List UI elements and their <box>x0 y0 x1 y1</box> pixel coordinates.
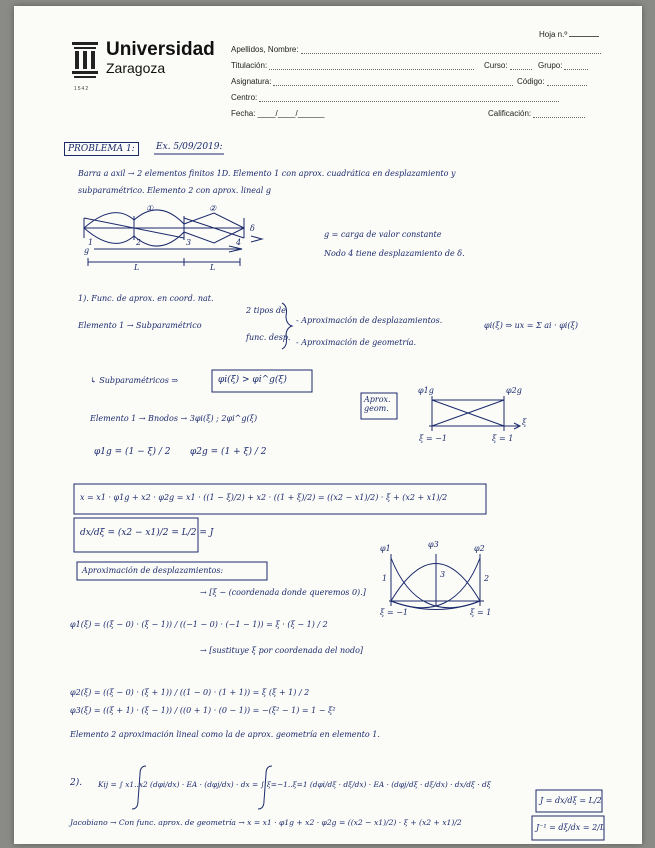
jacobian-box: J = dx/dξ = L/2 <box>540 796 602 805</box>
jacobian-definition: dx/dξ = (x2 − x1)/2 = L/2 = J <box>80 528 214 538</box>
jacobian-line: Jacobiano → Con func. aprox. de geometría → x = x1 · φ1g + x2 · φ2g = ((x2 − x1)/2) · ξ + (x2 + x1)/2 <box>70 818 462 827</box>
university-city: Zaragoza <box>106 60 166 76</box>
geometry-box-label: Aprox. geom. <box>364 395 391 413</box>
quad-xi-one: ξ = 1 <box>470 608 492 617</box>
sheet-number-label: Hoja n.º <box>539 30 568 39</box>
grade-label: Calificación: <box>488 109 532 118</box>
quad-xi-minus-one: ξ = −1 <box>380 608 408 617</box>
surname-label: Apellidos, Nombre: <box>231 45 299 54</box>
two-types-a: 2 tipos de <box>246 306 286 315</box>
university-name: Universidad <box>106 39 215 60</box>
section-1-title: 1). Func. de aprox. en coord. nat. <box>78 294 214 303</box>
subject-label: Asignatura: <box>231 77 272 86</box>
diagram-length-2: L <box>210 263 216 272</box>
problem-title: PROBLEMA 1: <box>64 142 139 156</box>
geom-xi-minus-one: ξ = −1 <box>419 434 447 443</box>
exam-sheet <box>14 6 642 844</box>
diagram-node-2: 2 <box>136 238 142 247</box>
phi2-geom: φ2g = (1 + ξ) / 2 <box>190 447 267 457</box>
element-2-line: Elemento 2 aproximación lineal como la de aprox. geometría en elemento 1. <box>70 730 380 739</box>
diagram-node-1: 1 <box>88 238 94 247</box>
inverse-jacobian-box: J⁻¹ = dξ/dx = 2/L <box>536 823 606 832</box>
diagram-element-1: ① <box>146 204 154 213</box>
statement-line-1: Barra a axil → 2 elementos finitos 1D. Elemento 1 con aprox. cuadrática en desplazamiento y <box>78 169 456 178</box>
two-types-b: func. desp. <box>246 333 291 342</box>
x-mapping: x = x1 · φ1g + x2 · φ2g = x1 · ((1 − ξ)/2) + x2 · ((1 + ξ)/2) = ((x2 − x1)/2) · ξ + (x2 + x1)/2 <box>80 493 448 502</box>
geom-phi1-label: φ1g <box>418 386 434 395</box>
geom-phi2-label: φ2g <box>506 386 522 395</box>
diagram-delta: δ <box>250 224 255 233</box>
quadratic-basis-plot <box>389 554 484 610</box>
quad-phi2-label: φ2 <box>474 544 485 553</box>
handwritten-diagrams <box>14 6 642 844</box>
exam-date: Ex. 5/09/2019: <box>156 142 223 152</box>
code-label: Código: <box>517 77 545 86</box>
geom-xi-axis: ξ <box>522 418 527 427</box>
center-label: Centro: <box>231 93 258 102</box>
date-label: Fecha: ____/____/______ <box>231 109 325 118</box>
interpolation-formula: φi(ξ) ⇒ ux = Σ ai · φi(ξ) <box>484 321 579 330</box>
quad-phi1-label: φ1 <box>380 544 391 553</box>
quad-one-right: 2 <box>484 574 490 583</box>
group-label: Grupo: <box>538 61 563 70</box>
quad-phi3-label: φ3 <box>428 540 439 549</box>
disp-note-2: → [sustituye ξ por coordenada del nodo] <box>200 646 364 655</box>
node-note: Nodo 4 tiene desplazamiento de δ. <box>324 249 465 258</box>
element-1-label: Elemento 1 → Subparamétrico <box>78 321 202 330</box>
approx-geom-note: - Aproximación de geometría. <box>296 338 417 347</box>
approx-disp-note: - Aproximación de desplazamientos. <box>296 316 443 325</box>
logo-year: 1542 <box>74 86 90 92</box>
geom-xi-one: ξ = 1 <box>492 434 514 443</box>
phi3-equation: φ3(ξ) = ((ξ + 1) · (ξ − 1)) / ((0 + 1) · (0 − 1)) = −(ξ² − 1) = 1 − ξ² <box>70 706 336 715</box>
degree-label: Titulación: <box>231 61 268 70</box>
stiffness-integral: Kij = ∫ x1..x2 (dφi/dx) · EA · (dφj/dx) · dx = ∫ ξ=−1..ξ=1 (dφi/dξ · dξ/dx) · EA · (dφj/dξ · dξ/dx) · dx/dξ · dξ <box>98 780 491 789</box>
phi1-geom: φ1g = (1 − ξ) / 2 <box>94 447 171 457</box>
diagram-node-3: 3 <box>186 238 192 247</box>
element-1-basis: Elemento 1 → Bnodos → 3φi(ξ) ; 2φi^g(ξ) <box>90 414 258 423</box>
subparametric-label: ↳ Subparamétricos ⇒ <box>90 376 179 385</box>
diagram-node-4: 4 <box>236 238 242 247</box>
load-note: g = carga de valor constante <box>324 230 442 239</box>
statement-line-2: subparamétrico. Elemento 2 con aprox. lineal g <box>78 186 271 195</box>
disp-approx-title: Aproximación de desplazamientos: <box>82 566 224 575</box>
phi1-equation: φ1(ξ) = ((ξ − 0) · (ξ − 1)) / ((−1 − 0) · (−1 − 1)) = ξ · (ξ − 1) / 2 <box>70 620 328 629</box>
diagram-length-1: L <box>134 263 140 272</box>
quad-one-left: 1 <box>382 574 388 583</box>
diagram-load-label: g <box>84 246 90 255</box>
disp-note-1: → [ξ − (coordenada donde queremos 0).] <box>200 588 366 597</box>
phi2-equation: φ2(ξ) = ((ξ − 0) · (ξ + 1)) / ((1 − 0) · (1 + 1)) = ξ (ξ + 1) / 2 <box>70 688 310 697</box>
subparametric-box: φi(ξ) > φi^g(ξ) <box>218 375 287 385</box>
quad-one-middle: 3 <box>440 570 446 579</box>
section-2-title: 2). <box>70 778 83 788</box>
diagram-element-2: ② <box>209 204 217 213</box>
course-label: Curso: <box>484 61 508 70</box>
